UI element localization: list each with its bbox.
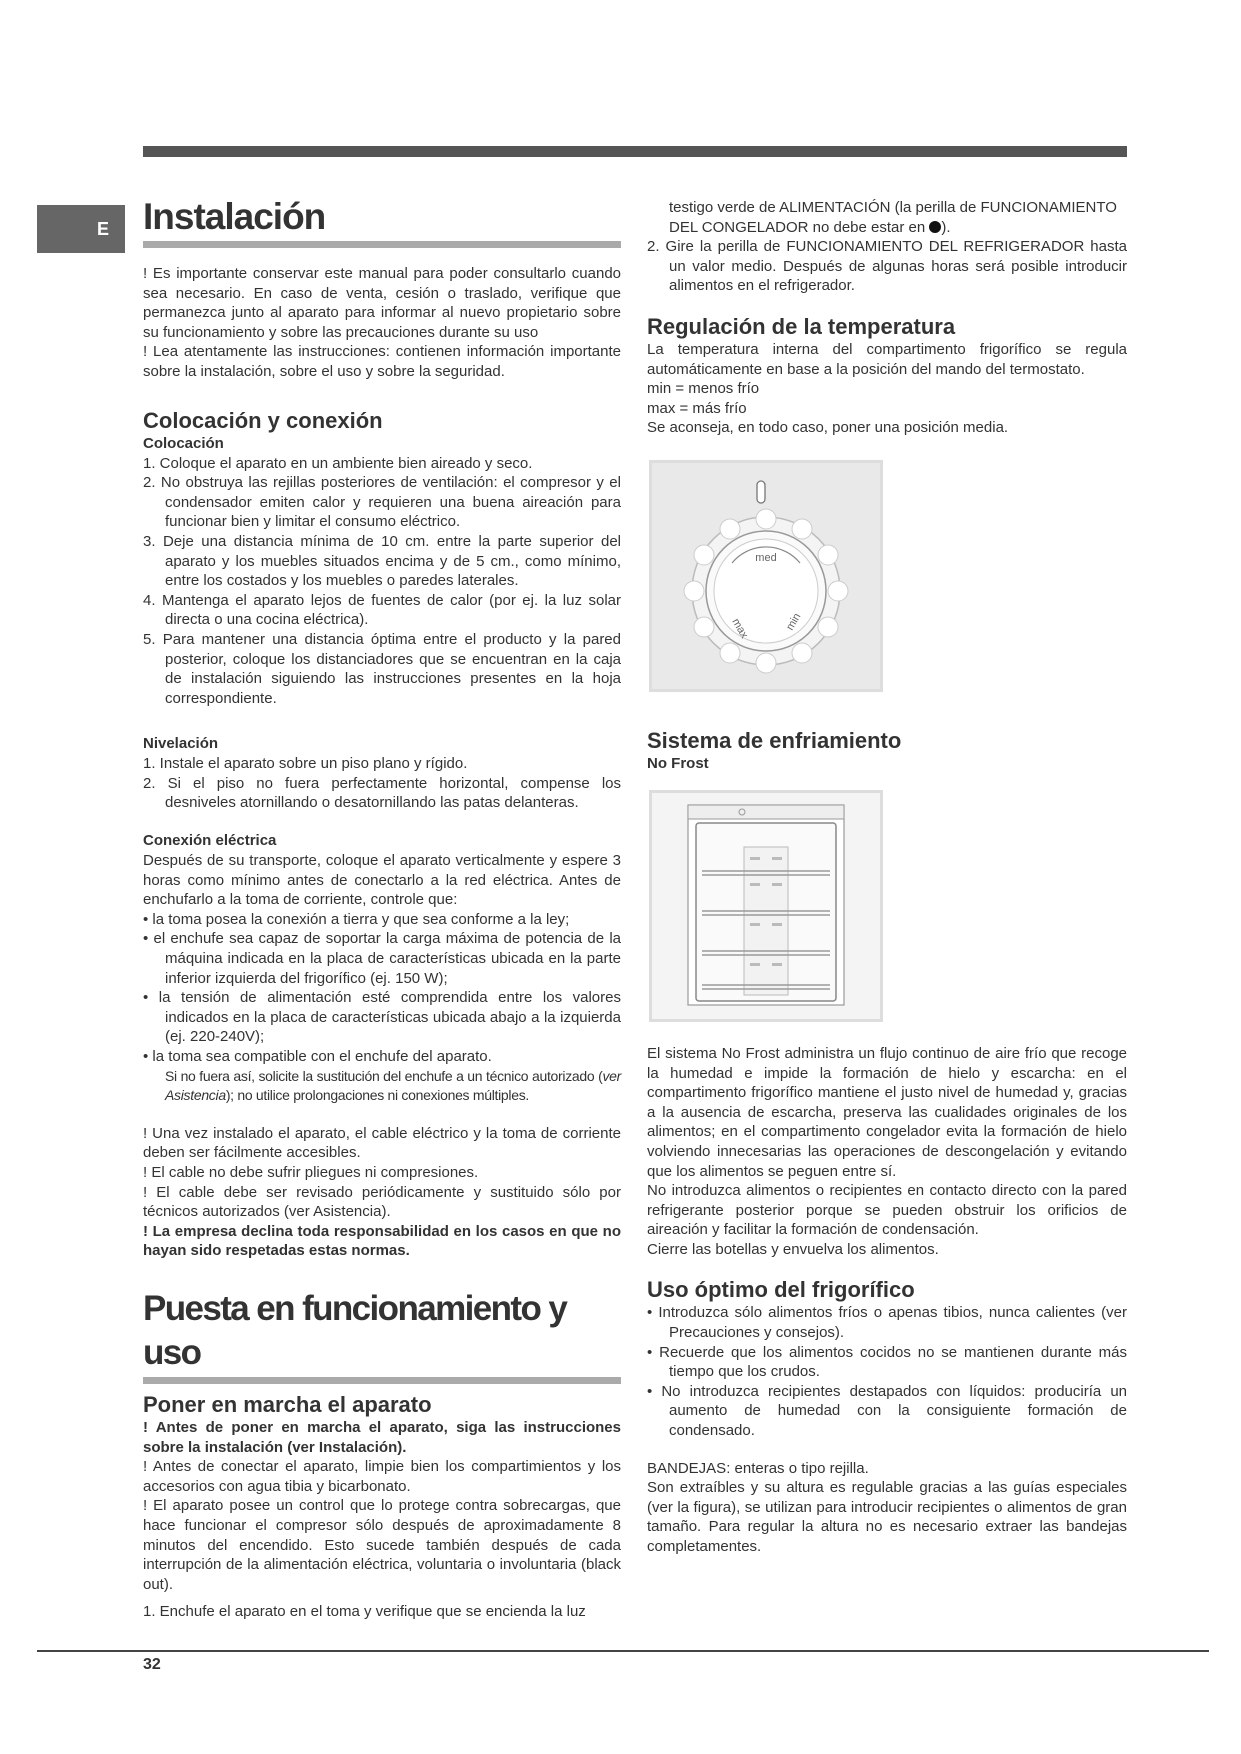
startup-title: Puesta en funcionamiento y uso: [143, 1288, 567, 1372]
placement-item: 3. Deje una distancia mínima de 10 cm. entre la parte superior del aparato y los muebles situados encima y de 5 cm., como mínimo, entre los costados y los muebles o paredes laterales.: [143, 532, 621, 590]
optimal-bullet: • No introduzca recipientes destapados con líquidos: produciría un aumento de humedad con la consiguiente formación de condensado.: [647, 1382, 1127, 1440]
startup-para: ! El aparato posee un control que lo protege contra sobrecargas, que hace funcionar el compresor sólo después de aproximadamente 8 minutos del encendido. Esto sucede también después de cada interrupción de la alimentación eléctrica, voluntaria o involuntaria (black out).: [143, 1497, 621, 1593]
nofrost-figure: [649, 790, 883, 1022]
electrical-note: Si no fuera así, solicite la sustitución del enchufe a un técnico autorizado (ver Asistencia); no utilice prolongaciones ni conexiones múltiples.: [165, 1067, 621, 1104]
startup-step-1-cont: testigo verde de ALIMENTACIÓN (la perilla de FUNCIONAMIENTO DEL CONGELADOR no debe estar en ).: [669, 199, 1117, 236]
placement-item: 4. Mantenga el aparato lejos de fuentes de calor (por ej. la luz solar directa o una cocina eléctrica).: [143, 591, 621, 629]
temperature-advice: Se aconseja, en todo caso, poner una posición media.: [647, 419, 1009, 437]
placement-item: 5. Para mantener una distancia óptima entre el producto y la pared posterior, coloque los distanciadores que se encuentran en la caja de instalación siguiendo las instrucciones presentes en la hoja correspondiente.: [143, 630, 621, 707]
shelves-title: BANDEJAS: enteras o tipo rejilla.: [647, 1459, 869, 1477]
electrical-bullet: • la toma posea la conexión a tierra y que sea conforme a la ley;: [143, 910, 570, 928]
placement-item: 1. Coloque el aparato en un ambiente bien aireado y seco.: [143, 454, 533, 472]
cooling-para: El sistema No Frost administra un flujo continuo de aire frío que recoge la humedad e impide la formación de hielo y escarcha: en el compartimento frigorífico mantiene el justo nivel de humedad y, gracias a la ausencia de escarcha, preserva las cualidades originales de los alimentos; en el compartimento congelador evita la formación de hielo volviendo innecesarias las operaciones de descongelación y evitando que los alimentos se peguen entre sí.: [647, 1044, 1127, 1180]
left-column: [143, 195, 621, 1622]
installation-title: Instalación: [143, 196, 326, 237]
thermostat-figure: [649, 460, 883, 692]
cooling-para: No introduzca alimentos o recipientes en contacto directo con la pared refrigerante posterior porque se pueden obstruir los orificios de aireación y facilitar la formación de condensación.: [647, 1182, 1127, 1239]
startup-step-1: 1. Enchufe el aparato en el toma y verifique que se encienda la luz: [143, 1603, 586, 1621]
optimal-title: Uso óptimo del frigorífico: [647, 1277, 915, 1303]
shelves-text: Son extraíbles y su altura es regulable gracias a las guías especiales (ver la figura), se utilizan para introducir recipientes o alimentos de gran tamaño. Para regular la altura no es necesario extraer las bandejas completamentes.: [647, 1479, 1127, 1555]
electrical-warning: ! El cable debe ser revisado periódicamente y sustituido sólo por técnicos autorizados (ver Asistencia).: [143, 1183, 621, 1221]
optimal-bullet: • Introduzca sólo alimentos fríos o apenas tibios, nunca calientes (ver Precauciones y consejos).: [647, 1304, 1127, 1342]
startup-title-underline: [143, 1377, 621, 1384]
electrical-intro: Después de su transporte, coloque el aparato verticalmente y espere 3 horas como mínimo antes de conectarlo a la red eléctrica. Antes de enchufarlo a la toma de corriente, controle que:: [143, 852, 621, 909]
fridge-interior-illustration: [652, 793, 880, 1019]
page-number: 32: [143, 1656, 161, 1673]
startup-section-title: Poner en marcha el aparato: [143, 1391, 432, 1417]
thermostat-dial-illustration: [652, 463, 880, 689]
startup-warning: ! Antes de poner en marcha el aparato, siga las instrucciones sobre la instalación (ver Instalación).: [143, 1418, 621, 1456]
top-rule: [143, 146, 1127, 157]
temperature-title: Regulación de la temperatura: [647, 313, 956, 339]
leveling-title: Nivelación: [143, 735, 219, 753]
electrical-bullet: • la toma sea compatible con el enchufe del aparato.: [143, 1048, 492, 1065]
dial-min-label: min: [784, 611, 804, 633]
electrical-warning: ! Una vez instalado el aparato, el cable eléctrico y la toma de corriente deben ser fácilmente accesibles.: [143, 1124, 621, 1162]
placement-title: Colocación y conexión: [143, 407, 383, 433]
intro-para-1: ! Es importante conservar este manual para poder consultarlo cuando sea necesario. En caso de venta, cesión o traslado, verifique que permanezca junto al aparato para informar al nuevo propietario sobre su funcionamiento y sobre las precauciones durante su uso: [143, 265, 621, 341]
dial-med-label: med: [755, 551, 777, 564]
cooling-para: Cierre las botellas y envuelva los alimentos.: [647, 1240, 939, 1258]
right-column: [647, 198, 1127, 1557]
placement-subtitle: Colocación: [143, 434, 224, 452]
footer-rule: [37, 1650, 1209, 1652]
placement-item: 2. No obstruya las rejillas posteriores de ventilación: el compresor y el condensador emiten calor y requieren una buena aireación para funcionar bien y limitar el consumo eléctrico.: [143, 474, 621, 531]
temperature-text: La temperatura interna del compartimento frigorífico se regula automáticamente en base a la posición del mando del termostato.: [647, 340, 1127, 378]
title-underline: [143, 241, 621, 248]
electrical-bullet: • la tensión de alimentación esté comprendida entre los valores indicados en la placa de características ubicada abajo a la izquierda (ej. 220-240V);: [143, 989, 621, 1046]
startup-para: ! Antes de conectar el aparato, limpie bien los compartimientos y los accesorios con agua tibia y bicarbonato.: [143, 1458, 621, 1495]
cooling-subtitle: No Frost: [647, 754, 709, 772]
leveling-item: 2. Si el piso no fuera perfectamente horizontal, compense los desniveles atornillando o desatornillando las patas delanteras.: [143, 774, 621, 812]
leveling-item: 1. Instale el aparato sobre un piso plano y rígido.: [143, 755, 468, 773]
electrical-warning: ! El cable no debe sufrir pliegues ni compresiones.: [143, 1163, 479, 1181]
language-tab: E: [37, 205, 125, 253]
startup-step-2: 2. Gire la perilla de FUNCIONAMIENTO DEL REFRIGERADOR hasta un valor medio. Después de algunas horas será posible introducir alimentos en el refrigerador.: [647, 238, 1127, 295]
temperature-min: min = menos frío: [647, 380, 760, 398]
electrical-bullet: • el enchufe sea capaz de soportar la carga máxima de potencia de la máquina indicada en la placa de características ubicada en la parte inferior izquierda del frigorífico (ej. 150 W);: [143, 930, 621, 987]
dial-max-label: max: [729, 616, 751, 641]
electrical-title: Conexión eléctrica: [143, 832, 277, 850]
assistance-ref: ver Asistencia: [165, 1067, 621, 1104]
black-dot-icon: [929, 221, 941, 233]
disclaimer: ! La empresa declina toda responsabilidad en los casos en que no hayan sido respetadas estas normas.: [143, 1222, 621, 1260]
cooling-title: Sistema de enfriamiento: [647, 727, 902, 753]
temperature-max: max = más frío: [647, 399, 747, 417]
intro-para-2: ! Lea atentamente las instrucciones: contienen información importante sobre la instalación, sobre el uso y sobre la seguridad.: [143, 343, 621, 380]
optimal-bullet: • Recuerde que los alimentos cocidos no se mantienen durante más tiempo que los crudos.: [647, 1343, 1127, 1381]
